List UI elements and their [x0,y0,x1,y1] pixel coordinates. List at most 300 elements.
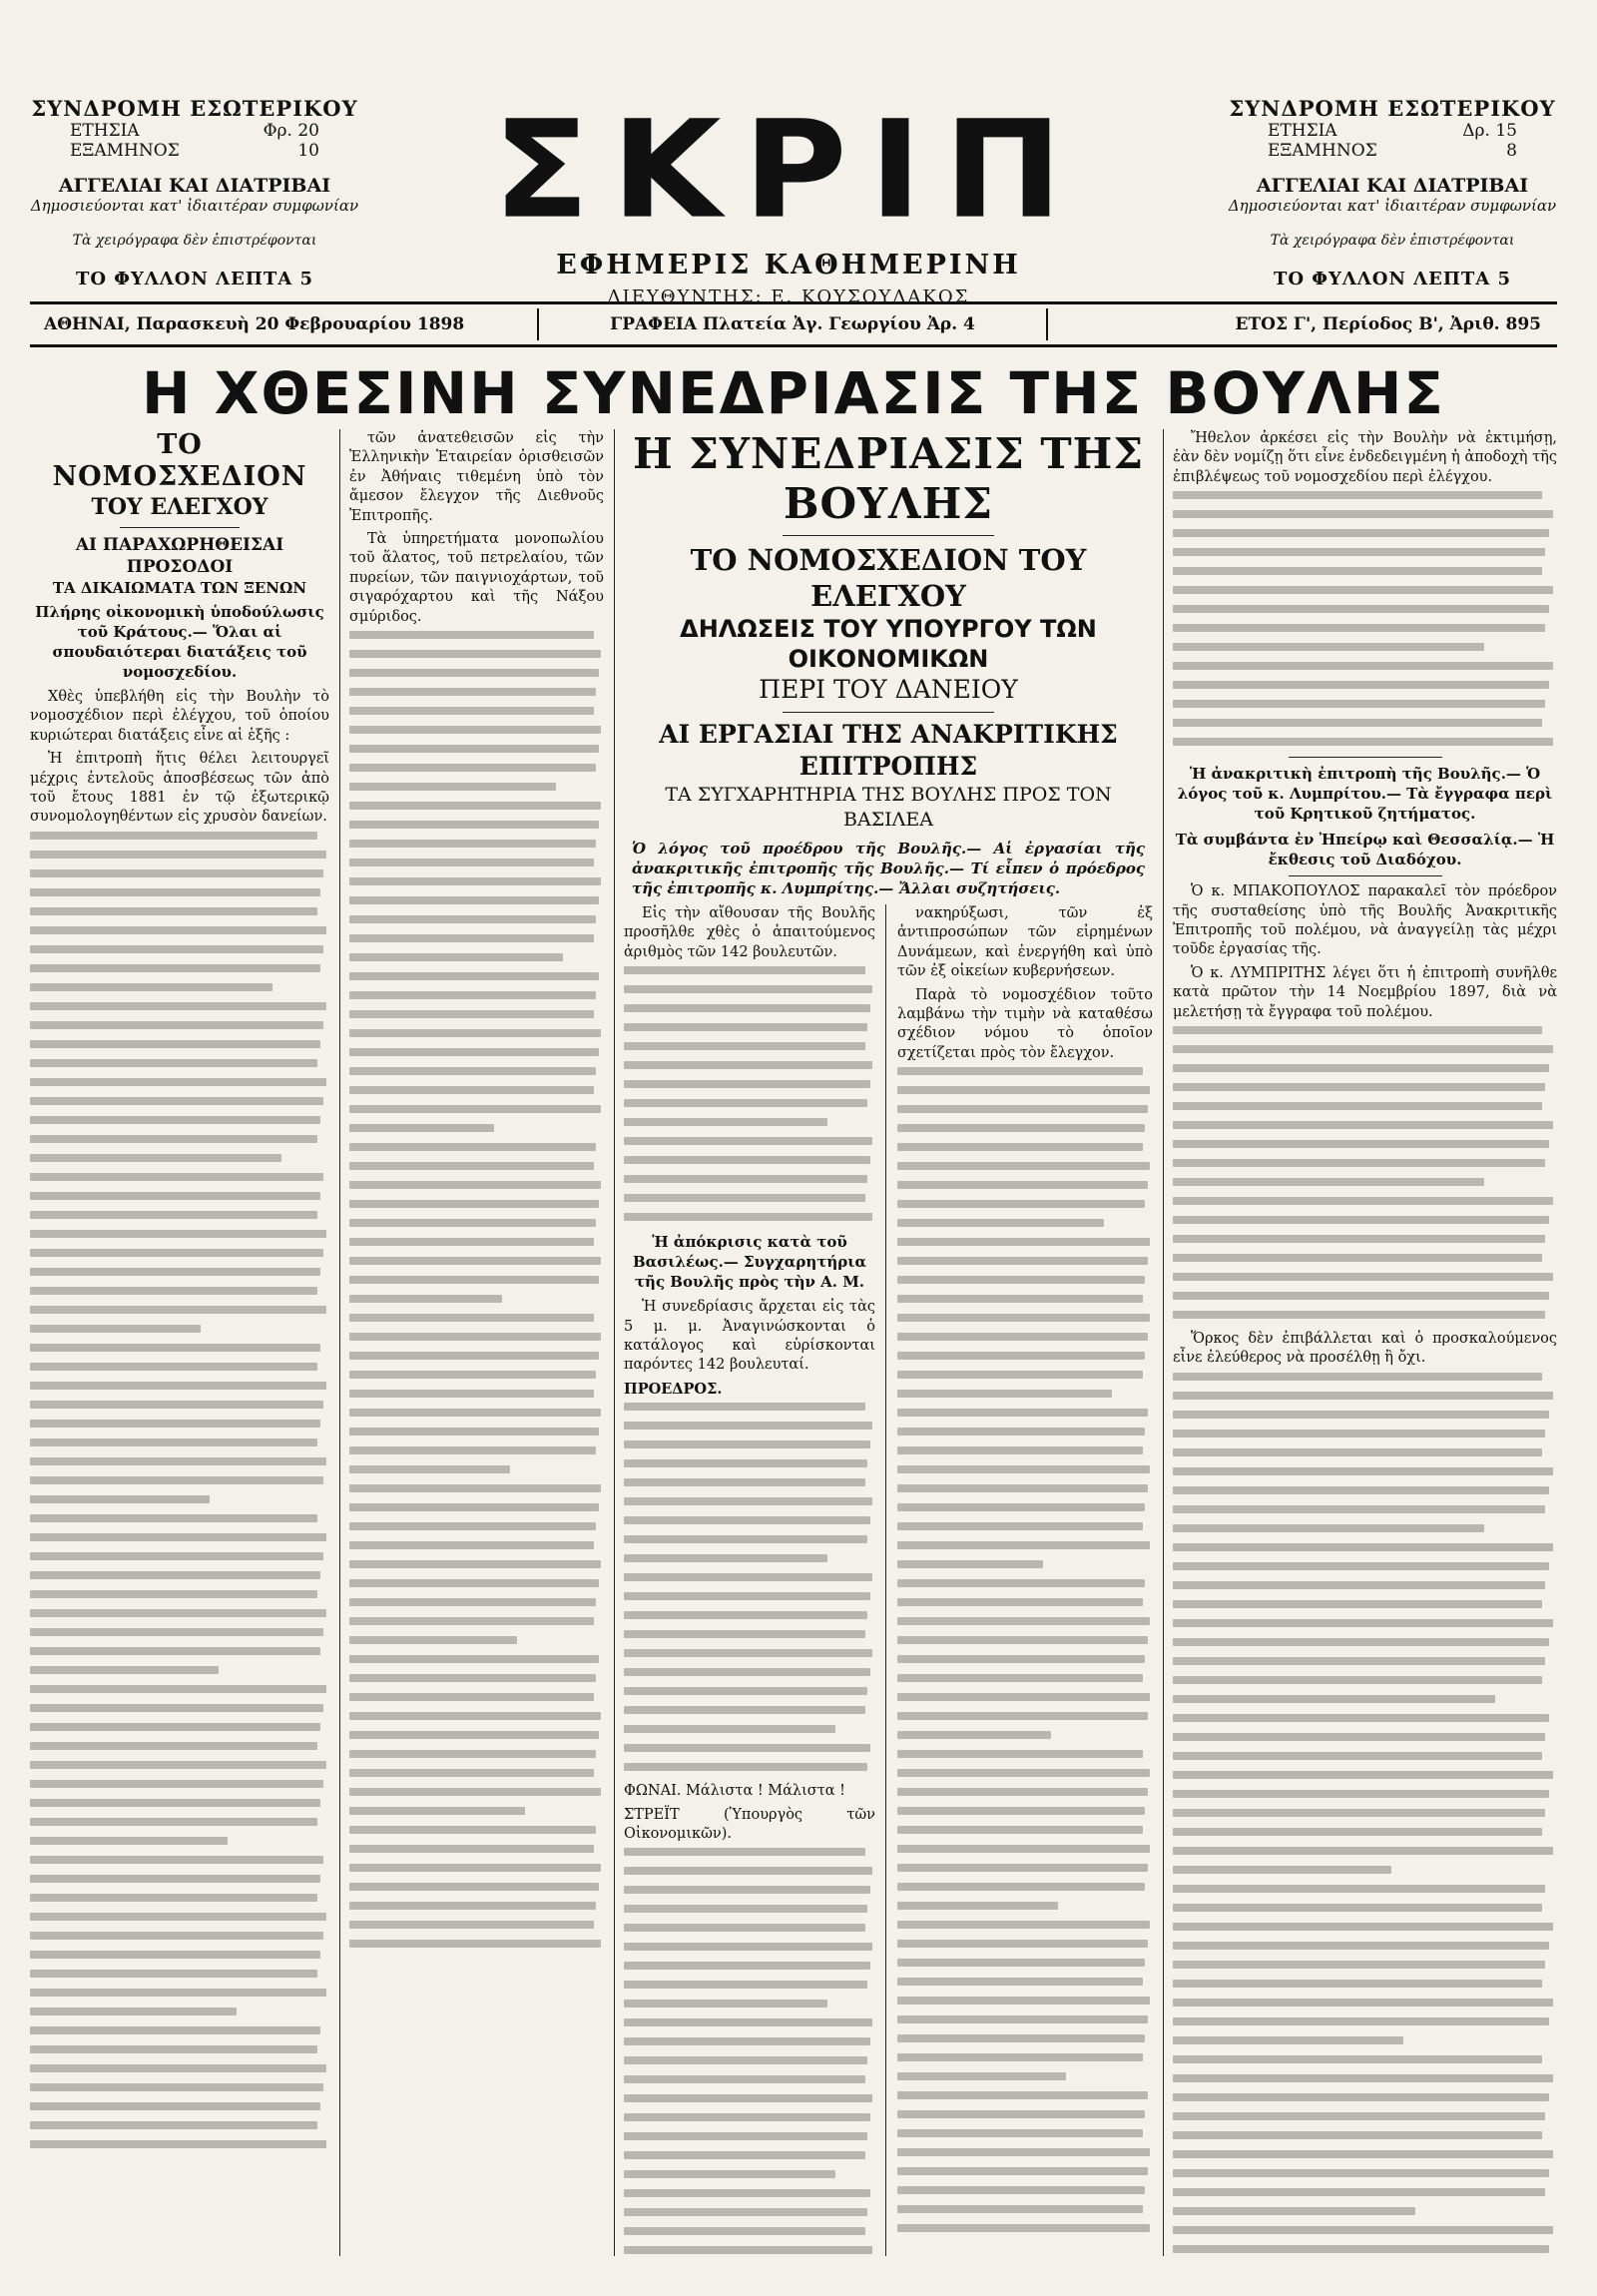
text-line [30,1420,320,1428]
text-line [349,934,594,942]
text-line [349,840,596,848]
newspaper-logo [459,92,1118,307]
text-line [624,2037,870,2045]
annual-price-row [30,121,359,141]
center-heading-congrats: ΤΑ ΣΥΓΧΑΡΗΤΗΡΙΑ ΤΗΣ ΒΟΥΛΗΣ ΠΡΟΣ ΤΟΝ ΒΑΣΙΛΕΑ [665,784,1112,831]
text-line [624,1886,870,1894]
text-line [897,1883,1145,1891]
text-line [30,1666,219,1674]
text-line [624,1668,870,1676]
center-paragraph: νακηρύξωσι, τῶν ἐξ ἀντιπροσώπων τῶν εἰρημένων Δυνάμεων, καὶ ἐνεργήθη καὶ ὑπὸ τῶν ἐξ οἰκείων κυβερνήσεων. [897,905,1153,980]
text-line [349,650,601,658]
text-line [1173,605,1549,613]
text-line [897,1674,1143,1682]
text-line [897,1428,1145,1435]
text-line [624,1943,872,1951]
text-line [30,1211,317,1219]
col1-subheadline: ΤΟΥ ΕΛΕΓΧΟΥ [91,494,268,520]
text-line [897,2167,1148,2175]
text-line [1173,1026,1542,1034]
text-line [624,1592,870,1600]
issue-number: ΕΤΟΣ Γ', Περίοδος Β', Ἀριθ. 895 [1235,314,1541,334]
annual-price: Δρ. 15 [1462,121,1517,141]
text-line [30,1382,326,1390]
text-lines [349,631,604,1948]
text-line [897,1219,1104,1227]
center-heading-finance: ΔΗΛΩΣΕΙΣ ΤΟΥ ΥΠΟΥΡΓΟΥ ΤΩΝ ΟΙΚΟΝΟΜΙΚΩΝ [680,615,1097,673]
text-line [1173,1311,1545,1319]
text-line [30,1002,326,1010]
text-line [30,2121,317,2129]
text-line [30,1552,323,1560]
text-line [1173,662,1553,670]
text-line [30,2083,323,2091]
text-line [349,1826,596,1834]
text-line [30,2026,320,2034]
text-line [1173,510,1553,518]
text-line [897,1181,1148,1189]
text-line [1173,2074,1553,2082]
center-paragraph: Εἰς τὴν αἴθουσαν τῆς Βουλῆς προσῆλθε χθὲς ὁ ἀπαιτούμενος ἀριθμὸς τῶν 142 βουλευτῶν. [624,905,875,960]
text-line [897,1560,1043,1568]
text-line [1173,1961,1545,1969]
text-line [30,1325,201,1333]
text-line [897,2053,1143,2061]
text-line [897,1162,1150,1170]
text-line [1173,700,1545,708]
text-line [1173,1543,1553,1551]
text-line [624,2000,827,2008]
col5-heading-committee: Ἡ ἀνακριτικὴ ἐπιτροπὴ τῆς Βουλῆς.— Ὁ λόγος τοῦ κ. Λυμπρίτου.— Τὰ ἔγγραφα περὶ τοῦ Κρητικοῦ ζητήματος. [1177,765,1553,824]
ads-title: ΑΓΓΕΛΙΑΙ ΚΑΙ ΔΙΑΤΡΙΒΑΙ [1256,175,1529,197]
text-line [30,1097,323,1105]
text-line [349,1465,510,1473]
text-line [624,2056,867,2064]
text-line [1173,1562,1549,1570]
annual-price-row [1228,121,1557,141]
text-lines [1173,1373,1557,2256]
main-headline: Η ΧΘΕΣΙΝΗ ΣΥΝΕΔΡΙΑΣΙΣ ΤΗΣ ΒΟΥΛΗΣ [142,359,1445,427]
text-line [30,1401,323,1409]
text-line [349,1390,594,1398]
text-line [1173,1752,1542,1760]
text-line [897,2034,1145,2042]
text-line [30,1704,323,1712]
text-line [30,1059,317,1067]
shout-line: ΣΤΡΕΪΤ (Ὑπουργὸς τῶν Οἰκονομικῶν). [624,1806,875,1843]
text-line [897,1238,1150,1246]
text-line [897,1067,1143,1075]
text-line [30,1135,317,1143]
text-line [624,2227,865,2235]
text-line [30,1856,323,1864]
text-line [897,2129,1143,2137]
text-line [1173,643,1484,651]
text-line [624,2151,865,2159]
text-line [624,2189,870,2197]
text-line [349,1314,594,1322]
text-line [30,1571,320,1579]
text-line [349,669,599,677]
text-line [30,1609,326,1617]
text-line [349,1845,594,1853]
text-line [349,1484,601,1492]
text-line [1173,1486,1549,1494]
text-line [624,1023,867,1031]
text-line [30,1230,326,1238]
text-line [30,1306,326,1314]
ads-note: Δημοσιεύονται κατ' ἰδιαιτέραν συμφωνίαν [30,197,359,215]
text-line [30,1875,320,1883]
text-line [1173,1733,1545,1741]
text-line [624,1137,872,1145]
text-line [30,1989,326,1997]
text-line [1173,1292,1549,1300]
text-line [30,1761,326,1769]
text-line [349,877,601,885]
text-line [624,1422,872,1430]
text-line [30,1173,323,1181]
text-line [30,1040,320,1048]
text-line [1173,2226,1553,2234]
text-line [349,1446,596,1454]
text-line [349,1029,601,1037]
text-line [1173,1847,1553,1855]
text-line [349,726,601,734]
speaker-label: ΠΡΟΕΔΡΟΣ. [624,1380,723,1398]
text-line [897,1371,1143,1379]
text-line [30,869,323,877]
text-line [624,1924,865,1932]
text-line [624,1867,872,1875]
text-line [30,1495,210,1503]
center-headline: Η ΣΥΝΕΔΡΙΑΣΙΣ ΤΗΣ ΒΟΥΛΗΣ [632,429,1145,528]
text-line [349,1788,601,1796]
text-line [349,1655,599,1663]
text-line [624,1744,870,1752]
text-line [1173,1159,1545,1167]
text-line [897,1807,1145,1815]
text-line [30,2064,326,2072]
text-line [1173,1999,1553,2007]
center-heading-loan: ΠΕΡΙ ΤΟΥ ΔΑΝΕΙΟΥ [759,675,1018,704]
text-line [349,1902,596,1910]
masthead-right-box [1228,96,1557,289]
text-line [897,1731,1051,1739]
text-line [30,1476,323,1484]
text-line [349,1371,596,1379]
text-line [897,1522,1143,1530]
info-bar [30,301,1557,347]
text-lines [30,832,329,2148]
text-line [897,1712,1148,1720]
text-line [1173,738,1553,746]
col1-heading-rights: ΤΑ ΔΙΚΑΙΩΜΑΤΑ ΤΩΝ ΞΕΝΩΝ [52,579,307,597]
text-line [349,972,599,980]
text-line [349,1105,601,1113]
text-line [897,1655,1145,1663]
text-line [30,832,317,840]
text-lines [624,1848,875,2256]
text-line [897,1826,1143,1834]
text-line [1173,1657,1545,1665]
text-line [349,1864,601,1872]
text-line [349,1086,594,1094]
ads-note: Δημοσιεύονται κατ' ἰδιαιτέραν συμφωνίαν [1228,197,1557,215]
text-line [349,991,596,999]
semi-price-row [1228,141,1557,161]
text-line [624,2094,872,2102]
text-line [1173,681,1549,689]
text-line [349,896,599,904]
text-line [624,2075,865,2083]
text-line [897,1333,1148,1341]
text-line [624,1535,867,1543]
text-line [624,985,872,993]
text-line [1173,1714,1549,1722]
text-line [30,1116,320,1124]
text-line [624,2246,872,2254]
text-line [349,1010,594,1018]
text-line [349,1560,601,1568]
text-line [1173,567,1542,575]
semi-price-row [30,141,359,161]
text-line [349,783,556,791]
text-line [897,1940,1148,1948]
col5-paragraph: Ἤθελον ἀρκέσει εἰς τὴν Βουλὴν νὰ ἐκτιμήσῃ, ἐὰν δὲν νομίζῃ ὅτι εἶνε ἐνδεδειγμένη ἡ ἀποδοχὴ τῆς ἐπιβλέψεως τοῦ νομοσχεδίου περὶ ἐλέγχου. [1173,430,1557,485]
text-line [897,1465,1150,1473]
director-line: ΔΙΕΥΘΥΝΤΗΣ: Ε. ΚΟΥΣΟΥΛΑΚΟΣ [607,287,970,307]
text-line [624,1763,867,1771]
text-line [349,1579,599,1587]
text-line [1173,1524,1484,1532]
subscription-title: ΣΥΝΔΡΟΜΗ ΕΣΩΤΕΡΙΚΟΥ [31,96,358,121]
text-line [30,1913,326,1921]
text-line [349,821,599,829]
text-line [1173,1638,1549,1646]
text-line [30,1628,323,1636]
annual-label: ΕΤΗΣΙΑ [1268,121,1337,141]
text-line [624,1061,872,1069]
text-line [349,745,599,753]
text-line [897,1617,1150,1625]
text-line [1173,1373,1542,1381]
text-line [349,764,596,772]
text-line [624,1725,835,1733]
text-line [349,1921,594,1929]
divider [1289,875,1442,876]
text-line [624,1848,865,1856]
text-line [349,1674,596,1682]
ads-title: ΑΓΓΕΛΙΑΙ ΚΑΙ ΔΙΑΤΡΙΒΑΙ [58,175,331,197]
text-line [1173,2150,1553,2158]
text-line [349,1181,601,1189]
text-line [30,1647,320,1655]
text-line [30,945,323,953]
text-line [30,983,272,991]
text-line [349,1617,594,1625]
text-line [897,1503,1145,1511]
text-line [1173,1140,1549,1148]
column-2 [349,429,604,2256]
text-line [1173,719,1542,727]
text-line [897,1314,1150,1322]
text-line [349,1048,599,1056]
text-line [1173,1430,1545,1437]
text-line [624,1478,865,1486]
text-line [624,2208,867,2216]
text-line [897,2148,1150,2156]
text-line [624,1687,867,1695]
text-line [349,1940,601,1948]
col1-summary: Πλήρης οἰκονομικὴ ὑποδούλωσις τοῦ Κράτους.— Ὅλαι αἱ σπουδαιότεραι διατάξεις τοῦ νομοσχεδίου. [35,603,324,681]
text-line [1173,1942,1549,1950]
center-subcolumn-left [624,904,875,2256]
text-line [897,1276,1145,1284]
center-summary: Ὁ λόγος τοῦ προέδρου τῆς Βουλῆς.— Αἱ ἐργασίαι τῆς ἀνακριτικῆς ἐπιτροπῆς τῆς Βουλῆς.— Τί εἶπεν ὁ πρόεδρος τῆς ἐπιτροπῆς κ. Λυμπρίτης.— Ἄλλαι συζητήσεις. [632,840,1145,897]
text-line [30,1514,317,1522]
text-line [1173,1809,1545,1817]
center-subcolumn-right [897,904,1153,2243]
text-line [897,2091,1148,2099]
text-line [349,1598,596,1606]
text-line [349,1731,599,1739]
text-line [897,2072,1066,2080]
masthead-left-box [30,96,359,289]
text-line [897,1997,1150,2005]
text-line [1173,2036,1403,2044]
text-line [897,1086,1150,1094]
col2-paragraph: τῶν ἀνατεθεισῶν εἰς τὴν Ἑλληνικὴν Ἑταιρείαν ὁρισθεισῶν ἐν Ἀθήναις τιθεμένη ὑπὸ τὸν ἄμεσον ἔλεγχον τῆς Διεθνοῦς Ἐπιτροπῆς. [349,430,604,524]
text-line [897,1541,1150,1549]
text-line [897,1200,1145,1208]
center-paragraph: Παρὰ τὸ νομοσχέδιον τοῦτο λαμβάνω τὴν τιμὴν νὰ καταθέσω σχέδιον νόμου τὸ ὁποῖον σχετίζεται πρὸς τὸν ἔλεγχον. [897,986,1153,1061]
text-line [349,1219,596,1227]
text-line [897,1978,1143,1986]
logo-word: ΣΚΡΙΠ [492,92,1085,249]
text-line [349,1162,594,1170]
text-line [1173,1790,1549,1798]
text-line [30,1780,323,1788]
center-article [624,429,1153,2256]
annual-label: ΕΤΗΣΙΑ [70,121,140,141]
text-line [1173,624,1545,632]
text-line [624,1213,872,1221]
text-line [349,1750,596,1758]
text-line [897,1636,1148,1644]
text-line [349,915,596,923]
text-line [1173,1771,1553,1779]
text-line [1173,1392,1553,1400]
text-line [897,1902,1058,1910]
text-line [897,1959,1145,1967]
sheet-price: ΤΟ ΦΥΛΛΟΝ ΛΕΠΤΑ 5 [75,269,314,289]
text-line [30,1932,323,1940]
text-line [1173,1102,1542,1110]
text-line [897,2015,1148,2023]
text-line [624,1630,865,1638]
text-line [30,1078,326,1086]
column-rule [885,904,886,2256]
text-line [30,1438,317,1446]
text-line [1173,2093,1549,2101]
text-line [624,1962,870,1970]
text-line [624,1554,827,1562]
divider [783,712,994,713]
issue-date: ΑΘΗΝΑΙ, Παρασκευὴ 20 Φεβρουαρίου 1898 [44,314,465,334]
text-line [624,1042,865,1050]
text-line [1173,1676,1542,1684]
manuscripts-note: Τὰ χειρόγραφα δὲν ἐπιστρέφονται [72,233,317,249]
text-line [349,1883,599,1891]
col1-heading-revenues: ΑΙ ΠΑΡΑΧΩΡΗΘΕΙΣΑΙ ΠΡΟΣΟΔΟΙ [75,535,284,577]
text-line [349,859,594,866]
text-line [1173,2207,1415,2215]
text-line [1173,529,1549,537]
text-line [1173,1980,1542,1988]
text-line [624,1118,827,1126]
text-line [1173,1505,1545,1513]
center-subheadline: ΤΟ ΝΟΜΟΣΧΕΔΙΟΝ ΤΟΥ ΕΛΕΓΧΟΥ [690,543,1087,613]
text-line [349,1067,596,1075]
text-line [349,1693,594,1701]
text-line [624,1440,870,1448]
col1-headline: ΤΟ ΝΟΜΟΣΧΕΔΙΟΝ [52,429,307,492]
text-lines [1173,491,1557,746]
text-line [1173,1467,1553,1475]
text-line [30,888,320,896]
text-line [349,1124,494,1132]
text-line [30,1837,228,1845]
text-line [349,1428,599,1435]
text-line [897,1769,1150,1777]
text-line [30,1533,326,1541]
text-line [897,2186,1145,2194]
text-line [1173,1273,1553,1281]
manuscripts-note: Τὰ χειρόγραφα δὲν ἐπιστρέφονται [1270,233,1515,249]
text-line [349,1807,525,1815]
text-line [624,2170,835,2178]
text-line [1173,1828,1542,1836]
text-line [1173,1619,1553,1627]
text-line [897,1484,1148,1492]
text-line [624,2018,872,2026]
text-line [1173,491,1542,499]
text-line [1173,1904,1542,1912]
text-line [30,1457,326,1465]
text-line [30,1192,320,1200]
column-rule [339,429,340,2256]
text-line [349,1257,601,1265]
text-line [1173,548,1545,556]
text-line [30,926,326,934]
text-line [897,1864,1148,1872]
col1-paragraph: Χθὲς ὑπεβλήθη εἰς τὴν Βουλὴν τὸ νομοσχέδιον περὶ ἐλέγχου, τοῦ ὁποίου κυριώτεραι διατάξεις εἶνε αἱ ἑξῆς : [30,689,329,744]
semi-label: ΕΞΑΜΗΝΟΣ [70,141,180,161]
text-line [624,1649,872,1657]
text-line [624,1194,865,1202]
text-lines [624,1403,875,1771]
text-line [1173,1235,1545,1243]
text-line [624,966,865,974]
text-line [349,1276,599,1284]
text-line [349,1143,596,1151]
text-line [349,1712,601,1720]
text-line [624,1099,867,1107]
column-rule [1163,429,1164,2256]
text-line [30,2140,326,2148]
text-line [897,1124,1145,1132]
